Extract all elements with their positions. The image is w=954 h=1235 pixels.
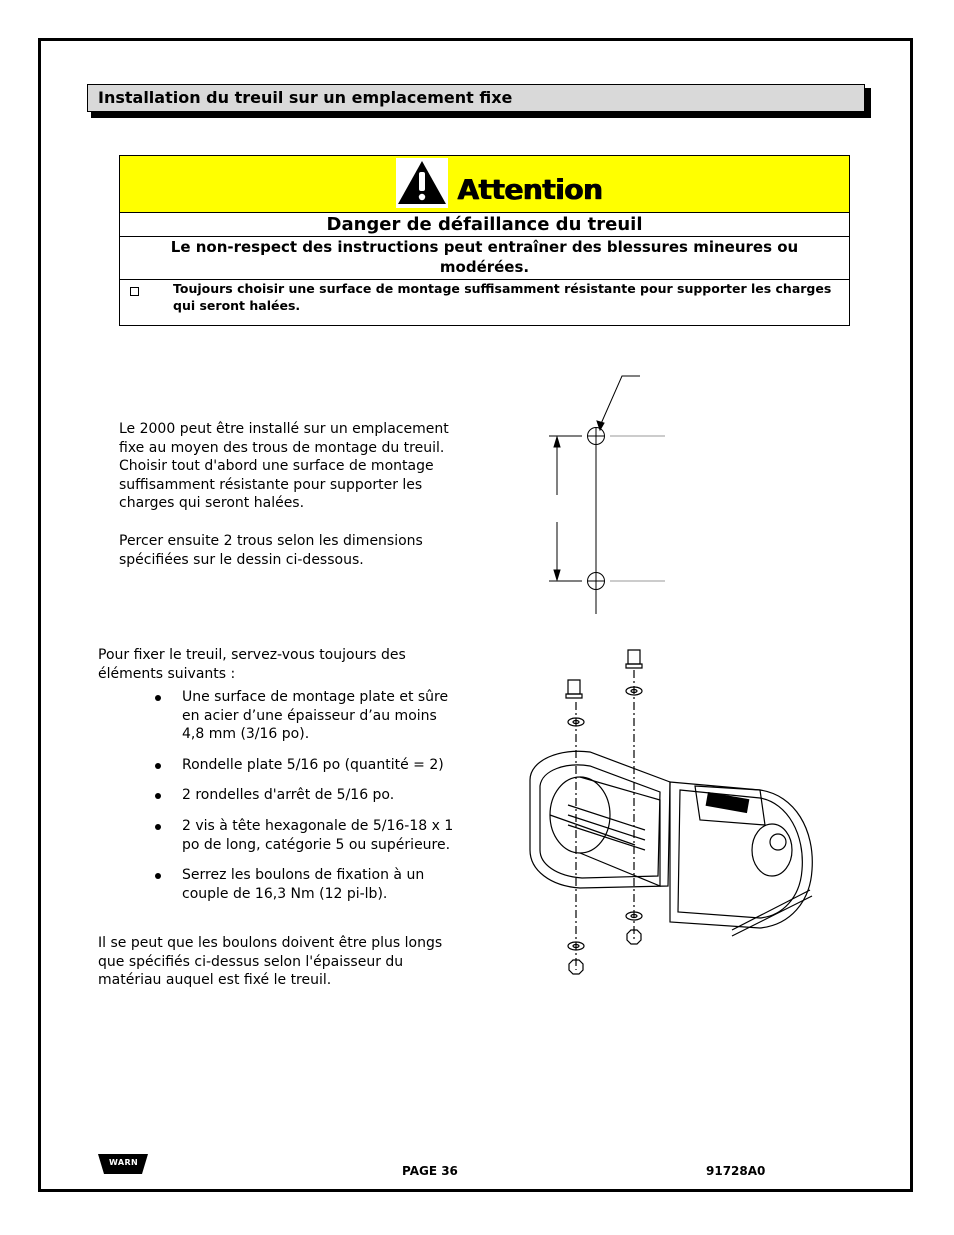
checkbox-bullet-icon [130, 287, 139, 296]
bullet-icon [155, 873, 161, 879]
bullet-icon [155, 824, 161, 830]
page-number: PAGE 36 [402, 1164, 458, 1178]
bullet-icon [155, 763, 161, 769]
hazard-title: Danger de défaillance du treuil [120, 213, 849, 237]
list-item: Serrez les boulons de fixation à un couple de 16,3 Nm (12 pi-lb). [152, 866, 462, 903]
list-item: 2 rondelles d'arrêt de 5/16 po. [152, 786, 462, 805]
list-intro: Pour fixer le treuil, servez-vous toujours des éléments suivants : [98, 647, 406, 682]
required-items-list [152, 688, 462, 915]
signal-word: Attention [457, 173, 603, 206]
warning-box [119, 155, 850, 326]
section-title: Installation du treuil sur un emplacement fixe [87, 84, 865, 112]
warning-item [120, 280, 849, 325]
warning-triangle-icon [396, 158, 448, 208]
bullet-icon [155, 793, 161, 799]
mounting-hole-diagram [540, 370, 670, 620]
warn-logo-text: WARN [109, 1158, 139, 1167]
intro-paragraph-2: Percer ensuite 2 trous selon les dimensions spécifiées sur le dessin ci-dessous. [119, 533, 423, 568]
hazard-consequence: Le non-respect des instructions peut entraîner des blessures mineures ou modérées. [120, 237, 849, 280]
closing-paragraph: Il se peut que les boulons doivent être plus longs que spécifiés ci-dessus selon l'épaisseur du matériau auquel est fixé le treuil. [98, 935, 443, 989]
list-item: Une surface de montage plate et sûre en acier d’une épaisseur d’au moins 4,8 mm (3/16 po). [152, 688, 462, 744]
warning-item-text: Toujours choisir une surface de montage suffisamment résistante pour supporter les charges qui seront halées. [173, 281, 832, 313]
intro-paragraph-1: Le 2000 peut être installé sur un emplacement fixe au moyen des trous de montage du treuil. Choisir tout d'abord une surface de montage suffisamment résistante pour supporter les charges qui seront halées. [119, 421, 449, 512]
document-code: 91728A0 [706, 1164, 766, 1178]
bullet-icon [155, 695, 161, 701]
warning-banner [120, 156, 849, 213]
list-item: 2 vis à tête hexagonale de 5/16-18 x 1 po de long, catégorie 5 ou supérieure. [152, 817, 462, 854]
winch-illustration [520, 640, 830, 985]
list-item: Rondelle plate 5/16 po (quantité = 2) [152, 756, 462, 775]
